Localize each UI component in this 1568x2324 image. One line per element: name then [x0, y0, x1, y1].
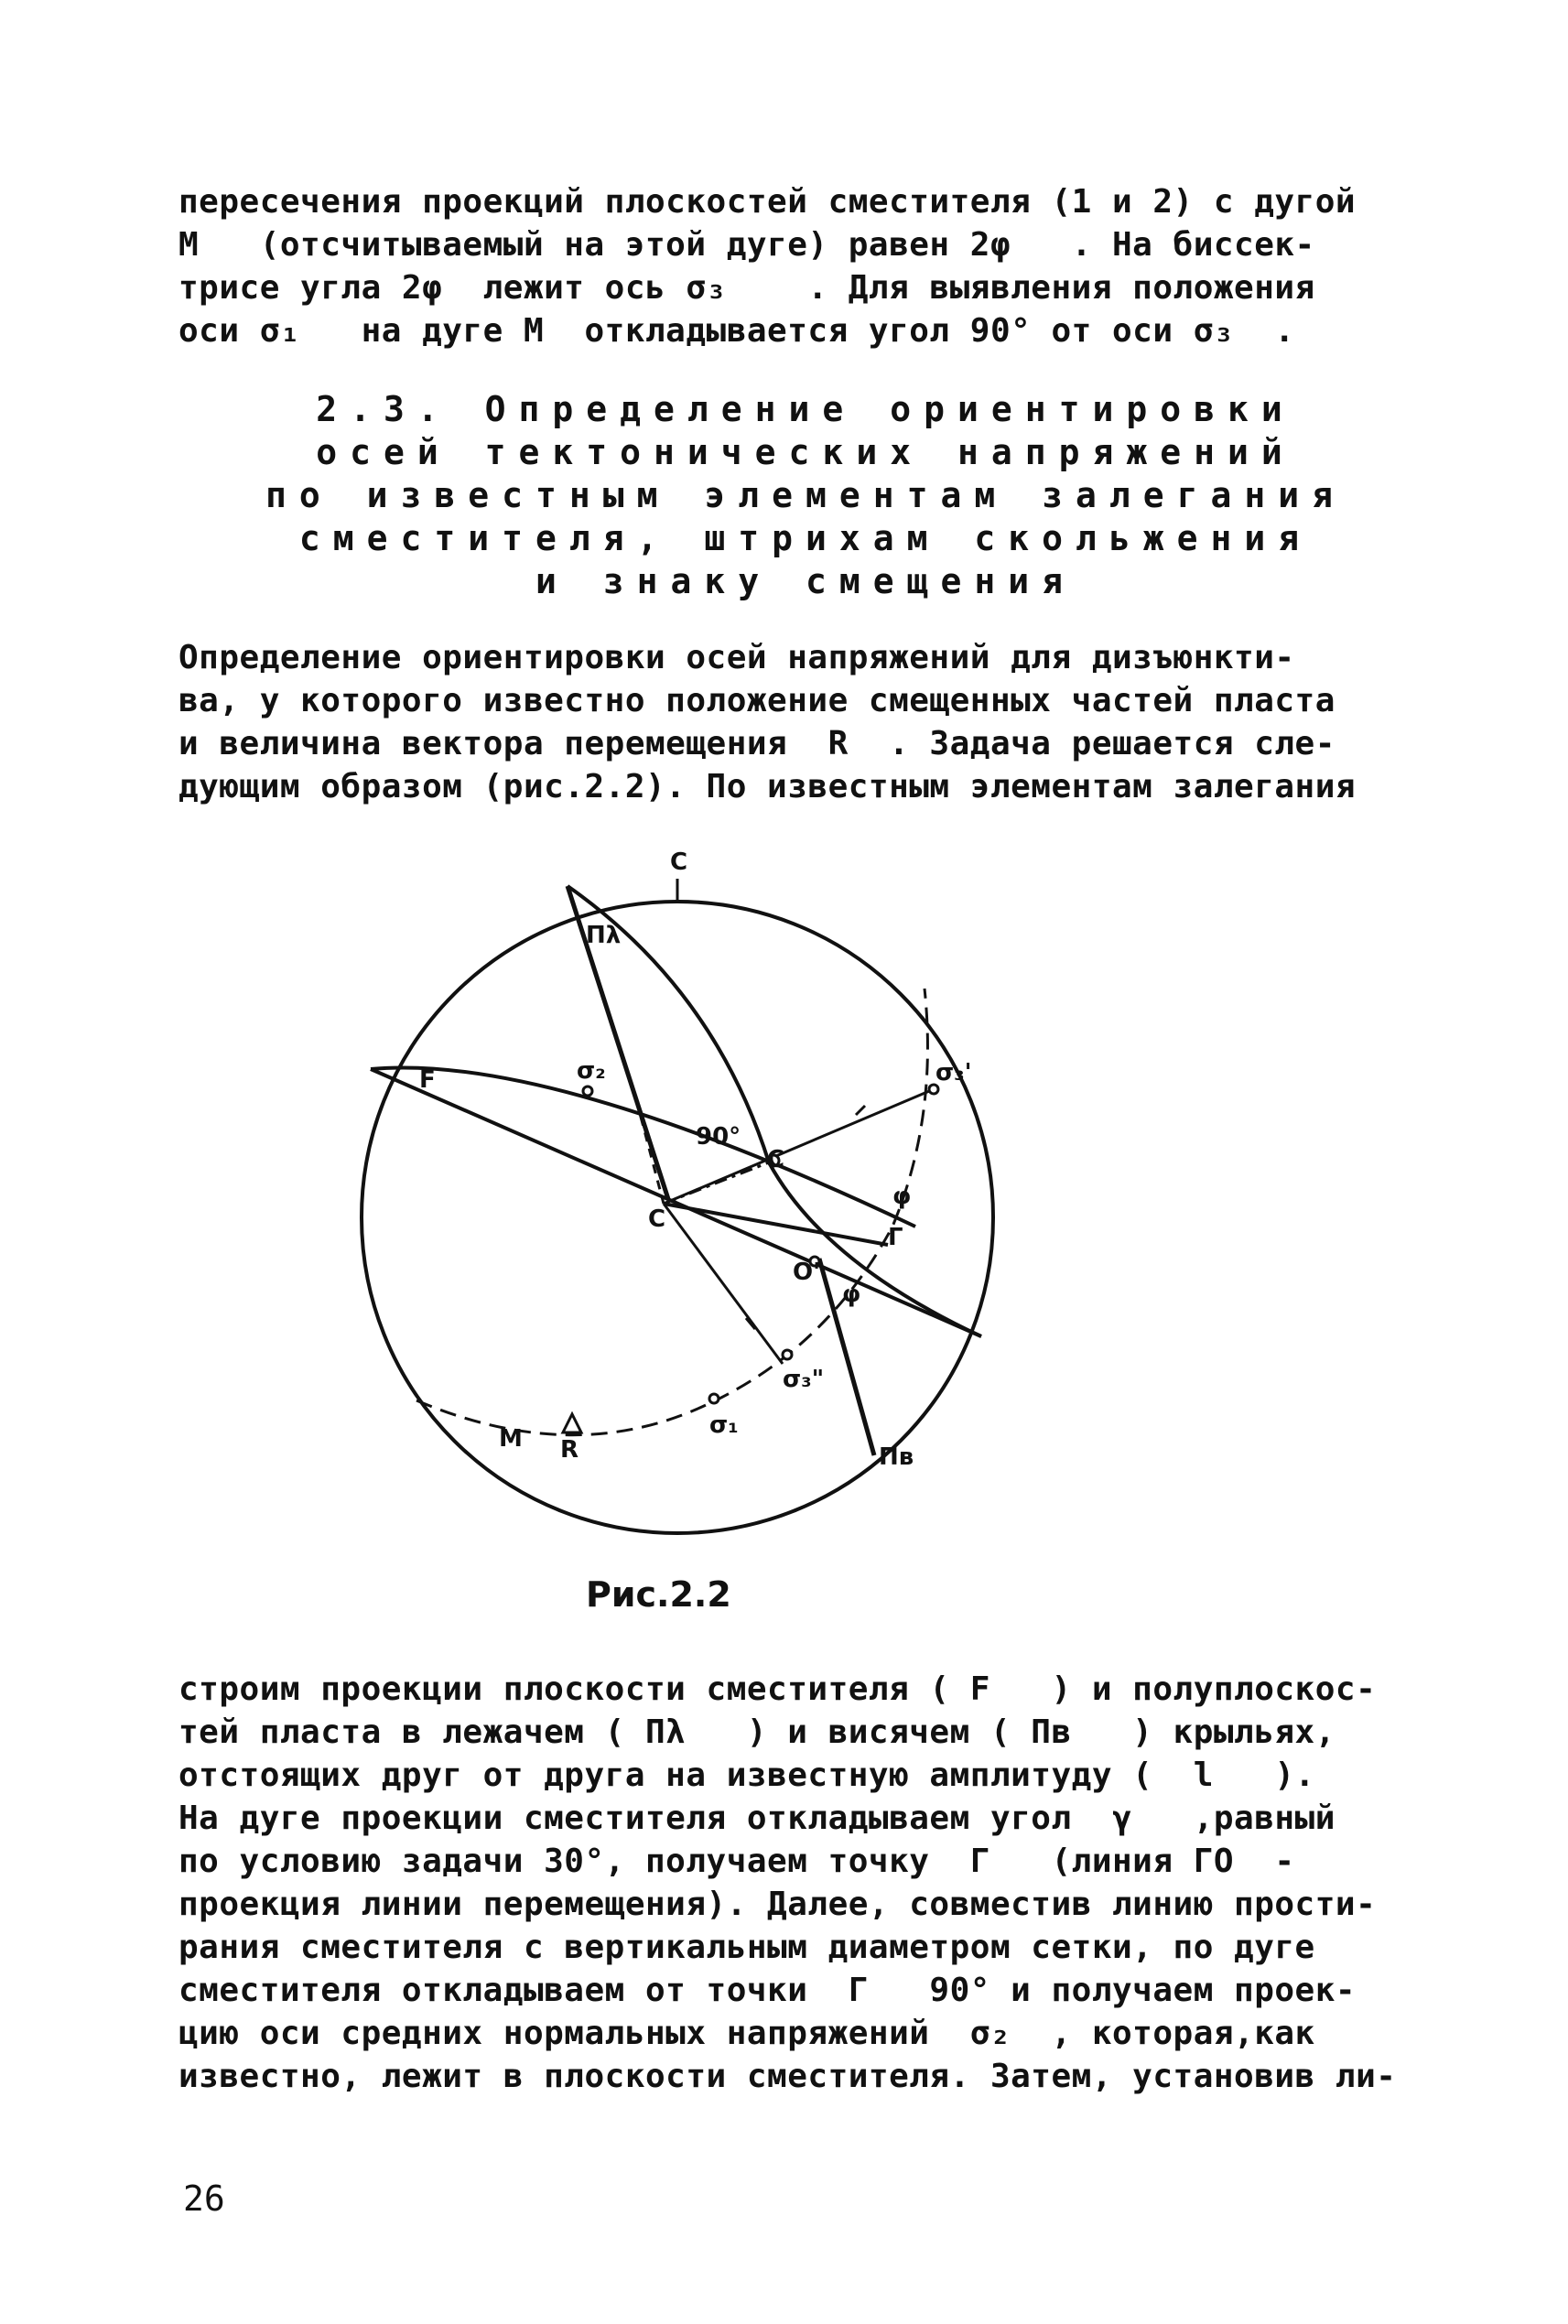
- body-paragraph-line-7: рания сместителя с вертикальным диаметром сетки, по дуге: [178, 1929, 1315, 1966]
- line-center-g: [664, 1204, 888, 1245]
- intro-paragraph-line-3: и величина вектора перемещения R . Задача решается сле-: [178, 725, 1336, 762]
- label-arc-m: М: [499, 1425, 523, 1453]
- label-point-c: С: [767, 1146, 785, 1173]
- section-heading-line-3: по известным элементам залегания: [265, 475, 1346, 515]
- top-paragraph-line-2: М (отсчитываемый на этой дуге) равен 2φ . На биссек-: [178, 226, 1315, 264]
- fault-arc-f: [371, 1067, 915, 1227]
- label-foot-layer: Πв: [879, 1443, 914, 1471]
- body-paragraph-line-10: известно, лежит в плоскости сместителя. Затем, установив ли-: [178, 2058, 1397, 2095]
- label-sigma3-prime: σ₃': [935, 1059, 972, 1086]
- label-point-g: Г: [888, 1224, 903, 1251]
- point-sigma3-double: [783, 1350, 792, 1359]
- label-sigma1: σ₁: [709, 1411, 739, 1439]
- body-paragraph-line-2: тей пласта в лежачем ( Πλ ) и висячем ( Πв ) крыльях,: [178, 1713, 1336, 1751]
- label-center: С: [648, 1205, 666, 1233]
- body-paragraph-line-4: На дуге проекции сместителя откладываем угол γ ,равный: [178, 1800, 1336, 1837]
- top-paragraph-line-4: оси σ₁ на дуге М откладывается угол 90° от оси σ₃ .: [178, 312, 1295, 350]
- body-paragraph-line-9: цию оси средних нормальных напряжений σ₂ , которая,как: [178, 2015, 1315, 2052]
- body-paragraph-line-8: сместителя откладываем от точки Г 90° и получаем проек-: [178, 1972, 1357, 2009]
- body-paragraph-line-1: строим проекции плоскости сместителя ( F ) и полуплоскос-: [178, 1670, 1377, 1708]
- section-heading-line-4: сместителя, штрихам скольжения: [298, 518, 1313, 558]
- label-north: С: [670, 849, 688, 876]
- intro-paragraph-line-1: Определение ориентировки осей напряжений для дизъюнкти-: [178, 639, 1295, 676]
- vector-r-marker: [563, 1414, 581, 1432]
- label-vector-r: R: [560, 1436, 579, 1464]
- label-angle-90: 90°: [696, 1123, 741, 1151]
- body-paragraph-line-6: проекция линии перемещения). Далее, совместив линию прости-: [178, 1886, 1377, 1923]
- arrow-tick-1: [856, 1106, 865, 1115]
- section-heading-line-2: осей тектонических напряжений: [316, 432, 1295, 472]
- point-sigma1: [709, 1394, 719, 1403]
- section-heading-line-5: и знаку смещения: [535, 561, 1076, 601]
- label-phi-1: φ: [892, 1183, 912, 1210]
- section-heading-line-1: 2.3. Определение ориентировки: [316, 389, 1295, 429]
- label-point-o: O': [793, 1259, 821, 1286]
- intro-paragraph-line-4: дующим образом (рис.2.2). По известным элементам залегания: [178, 768, 1357, 805]
- label-sigma3-double: σ₃": [783, 1366, 825, 1393]
- label-hanging-layer: Πλ: [586, 922, 622, 949]
- top-paragraph-line-1: пересечения проекций плоскостей сместителя (1 и 2) с дугой: [178, 183, 1357, 221]
- label-phi-2: φ: [842, 1281, 861, 1308]
- body-paragraph-line-5: по условию задачи 30°, получаем точку Г (линия ГО -: [178, 1843, 1295, 1880]
- line-center-sigma3pp: [664, 1204, 783, 1364]
- label-f: F: [419, 1066, 436, 1094]
- label-sigma2: σ₂: [577, 1057, 606, 1085]
- point-sigma2: [583, 1086, 592, 1096]
- figure-caption: Рис.2.2: [586, 1574, 731, 1615]
- top-paragraph-line-3: трисе угла 2φ лежит ось σ₃ . Для выявления положения: [178, 269, 1315, 307]
- page-number: 26: [183, 2178, 225, 2219]
- body-paragraph-line-3: отстоящих друг от друга на известную амплитуду ( l ).: [178, 1757, 1315, 1794]
- intro-paragraph-line-2: ва, у которого известно положение смещенных частей пласта: [178, 682, 1336, 719]
